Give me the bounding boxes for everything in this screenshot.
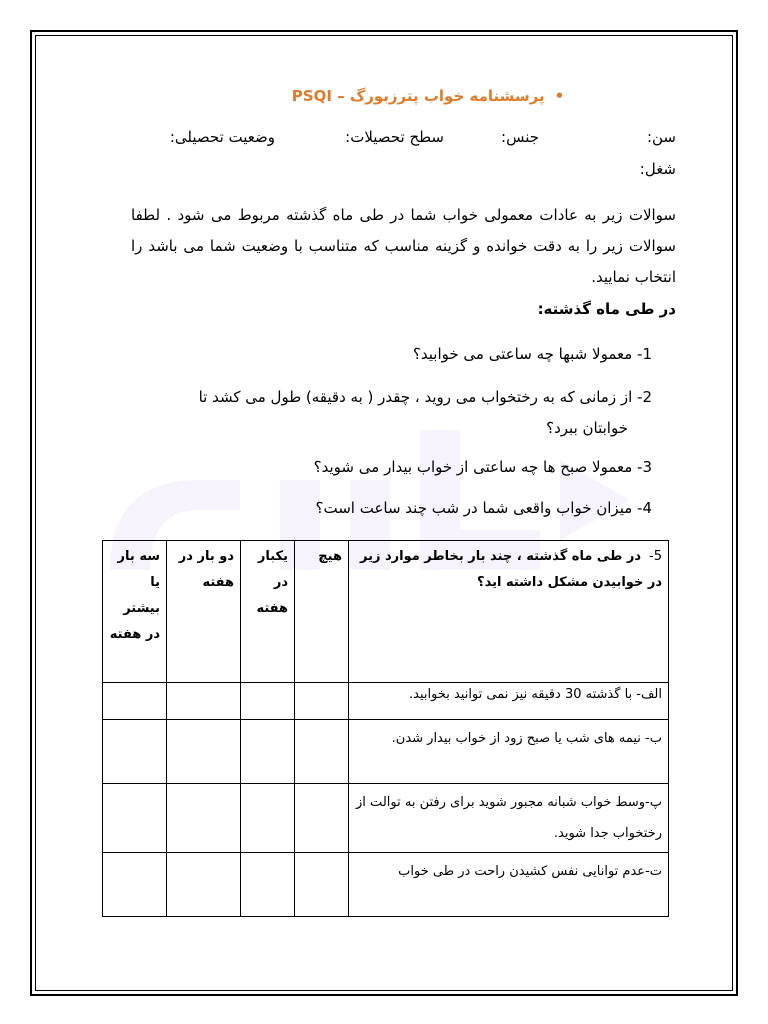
answer-cell-three-plus[interactable] [103,853,167,917]
column-three-plus-per-week: سه بار یا بیشتر در هفته [103,541,167,683]
answer-cell-three-plus[interactable] [103,720,167,784]
row-label-p: پ-وسط خواب شبانه مجبور شوید برای رفتن به توالت از رختخواب جدا شوید. [349,784,669,853]
answer-cell-once[interactable] [241,853,295,917]
age-label: سن: [646,128,676,146]
answer-cell-once[interactable] [241,784,295,853]
question-3: 3- معمولا صبح ها چه ساعتی از خواب بیدار می شوید؟ [313,458,652,476]
answer-cell-none[interactable] [295,683,349,720]
bullet-icon: • [554,87,565,105]
table-row [103,683,669,720]
table-row [103,784,669,853]
answer-cell-three-plus[interactable] [103,784,167,853]
intro-paragraph: سوالات زیر به عادات معمولی خواب شما در طی ماه گذشته مربوط می شود . لطفا سوالات زیر را به دقت خوانده و گزینه مناسب که متناسب با وضعیت شما می باشد را انتخاب نمایید. [131,206,676,286]
job-label: شغل: [639,160,676,178]
answer-cell-once[interactable] [241,720,295,784]
page-title-text: پرسشنامه خواب پترزبورگ – PSQI [291,87,545,105]
answer-cell-none[interactable] [295,720,349,784]
row-label-b: ب- نیمه های شب یا صبح زود از خواب بیدار شدن. [349,720,669,784]
answer-cell-twice[interactable] [167,683,241,720]
section-heading: در طی ماه گذشته: [537,300,676,318]
row-label-a: الف- با گذشته 30 دقیقه نیز نمی توانید بخوابید. [349,683,669,720]
answer-cell-once[interactable] [241,683,295,720]
column-once-per-week: یکبار در هفته [241,541,295,683]
table-header-row [103,541,669,683]
answer-cell-none[interactable] [295,853,349,917]
answer-cell-none[interactable] [295,784,349,853]
question-5-cell [349,541,669,683]
question-2-line-1: 2- از زمانی که به رختخواب می روید ، چقدر ( به دقیقه) طول می کشد تا [198,388,652,406]
gender-label: جنس: [501,128,539,146]
column-twice-per-week: دو بار در هفته [167,541,241,683]
question-4: 4- میزان خواب واقعی شما در شب چند ساعت است؟ [315,499,652,517]
answer-cell-twice[interactable] [167,853,241,917]
sleep-problems-table [102,540,669,917]
question-5-text: در طی ماه گذشته ، چند بار بخاطر موارد زیر در خوابیدن مشکل داشته اید؟ [359,549,662,590]
answer-cell-twice[interactable] [167,720,241,784]
column-none: هیچ [295,541,349,683]
question-2 [100,382,676,444]
question-2-line-2: خوابتان ببرد؟ [546,419,628,437]
row-label-t: ت-عدم توانایی نفس کشیدن راحت در طی خواب [349,853,669,917]
answer-cell-twice[interactable] [167,784,241,853]
education-status-label: وضعیت تحصیلی: [169,128,275,146]
question-5-number: 5- [649,549,662,564]
table-row [103,720,669,784]
answer-cell-three-plus[interactable] [103,683,167,720]
education-level-label: سطح تحصیلات: [345,128,444,146]
table-row [103,853,669,917]
question-1: 1- معمولا شبها چه ساعتی می خوابید؟ [412,345,652,363]
